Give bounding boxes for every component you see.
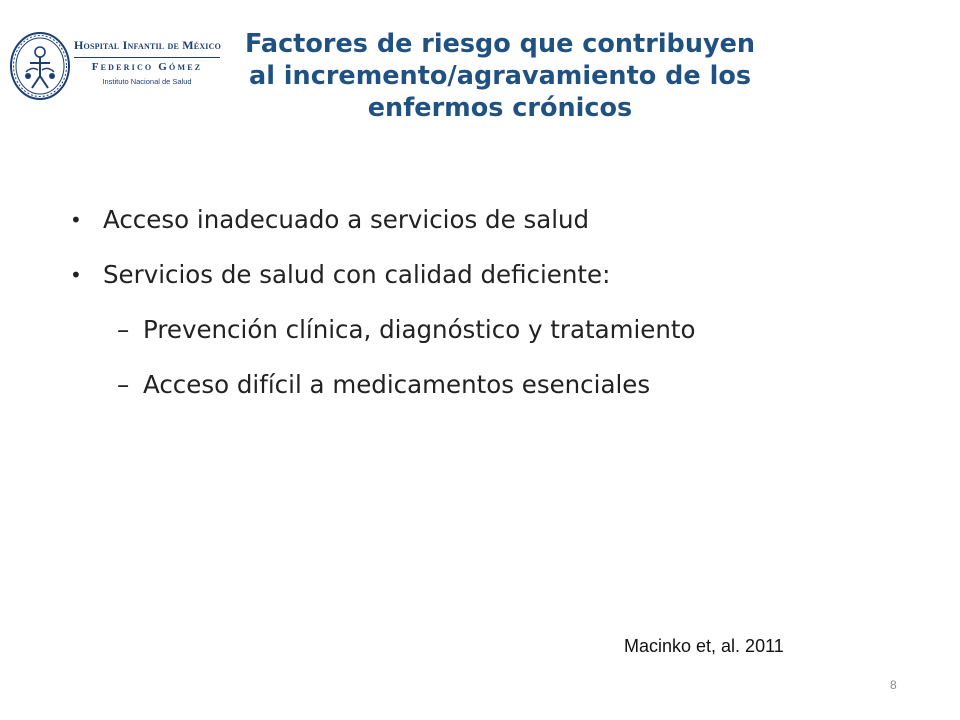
- hospital-seal-icon: [8, 30, 72, 102]
- title-line: al incremento/agravamiento de los: [248, 61, 752, 92]
- sub-bullet-text: Prevención clínica, diagnóstico y tratamiento: [143, 315, 696, 344]
- bullet-list: [70, 196, 930, 416]
- sub-bullet-item: [70, 306, 930, 361]
- citation: Macinko et, al. 2011: [624, 636, 784, 656]
- sub-bullet-text: Acceso difícil a medicamentos esenciales: [143, 370, 651, 399]
- page-number: 8: [890, 678, 897, 692]
- logo-divider: [74, 57, 220, 58]
- bullet-text: Servicios de salud con calidad deficiente:: [103, 260, 611, 289]
- logo-institute: Instituto Nacional de Salud: [102, 77, 192, 86]
- sub-bullet-item: [70, 361, 930, 416]
- bullet-item: [70, 196, 930, 251]
- hospital-logo: [8, 26, 220, 110]
- bullet-marker: •: [70, 263, 82, 287]
- title-line: Factores de riesgo que contribuyen: [244, 29, 756, 59]
- bullet-marker: •: [70, 208, 82, 232]
- title-line: enfermos crónicos: [367, 93, 633, 124]
- slide-title: [210, 28, 790, 124]
- sub-bullet-marker: –: [117, 315, 130, 344]
- bullet-text: Acceso inadecuado a servicios de salud: [103, 205, 590, 234]
- logo-founder-name: Federico Gómez: [91, 61, 203, 73]
- logo-hospital-name: Hospital Infantil de México: [74, 38, 222, 52]
- bullet-item: [70, 251, 930, 306]
- logo-text: [74, 38, 220, 86]
- sub-bullet-marker: –: [117, 370, 130, 399]
